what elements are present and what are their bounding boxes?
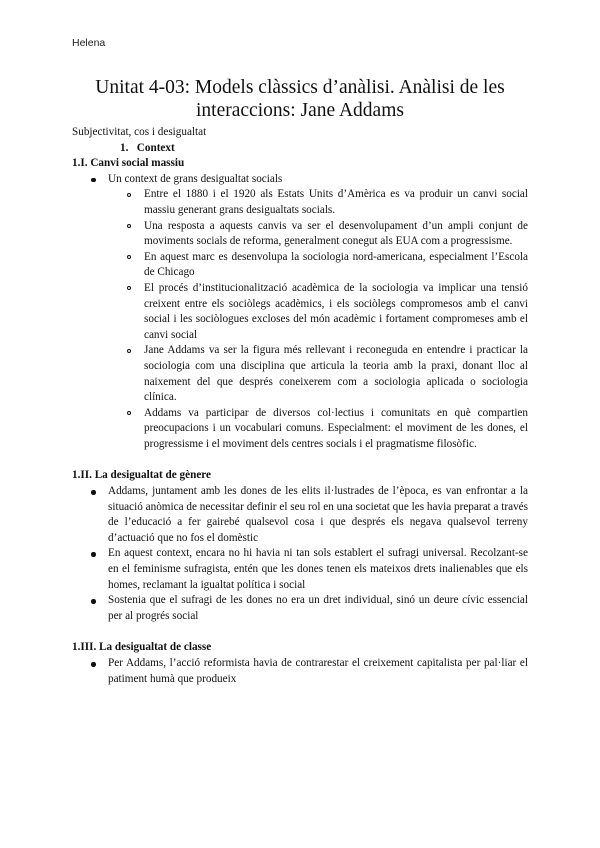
sublist-canvi-social — [72, 187, 528, 452]
section-heading-desigualtat-genere: 1.II. La desigualtat de gènere — [72, 469, 212, 482]
sublist-item: En aquest marc es desenvolupa la sociologia nord-americana, especialment l’Escola de Chicago — [72, 250, 528, 281]
section-list-canvi-social — [72, 172, 528, 188]
section-list-desigualtat-classe — [72, 656, 528, 687]
sublist-item: Addams va participar de diversos col·lectius i comunitats en què compartien preocupacions i un vocabulari comuns. Especialment: el moviment de les dones, el progressisme i el moviment dels centres socials i el pragmatisme filosòfic. — [72, 406, 528, 453]
context-heading-label: Context — [136, 141, 175, 154]
list-item: Addams, juntament amb les dones de les elits il·lustrades de l’època, es van enfrontar a la situació anòmica de necessitar definir el seu rol en una societat que les havia preparat a través de l’educació a fer gairebé qualsevol cosa i que després els negava qualsevol terreny d’actuació que no fos el domèstic — [72, 484, 528, 546]
list-item: En aquest context, encara no hi havia ni tan sols establert el sufragi universal. Recolzant-se en el feminisme sufragista, entén que les dones tenen els mateixos drets inalienables que els homes, reclamant la igualtat política i social — [72, 546, 528, 593]
list-item — [72, 172, 528, 188]
section-heading-canvi-social: 1.I. Canvi social massiu — [72, 157, 185, 170]
sublist-item: Jane Addams va ser la figura més rellevant i reconeguda en entendre i practicar la sociologia com una disciplina que articula la teoria amb la praxi, donant lloc al naixement del que després coneixerem com a sociologia aplicada o sociologia clínica. — [72, 343, 528, 405]
context-heading — [72, 141, 528, 157]
list-item: Per Addams, l’acció reformista havia de contrarestar el creixement capitalista per pal·liar el patiment humà que produeix — [72, 656, 528, 687]
header-author: Helena — [72, 37, 106, 49]
subtitle: Subjectivitat, cos i desigualtat — [72, 126, 207, 138]
section-heading-desigualtat-classe: 1.III. La desigualtat de classe — [72, 641, 212, 654]
sublist-item: Entre el 1880 i el 1920 als Estats Units d’Amèrica es va produir un canvi social massiu generant grans desigualtats socials. — [72, 187, 528, 218]
sublist-item: El procés d’institucionalització acadèmica de la sociologia va implicar una tensió creixent entre els sociòlegs acadèmics, i els sociòlegs compromesos amb el canvi social i les sociòlogues excloses del món acadèmic i fortament compromeses amb el canvi social — [72, 281, 528, 343]
context-heading-number: 1. — [120, 141, 129, 154]
section-list-desigualtat-genere — [72, 484, 528, 624]
sublist-item: Una resposta a aquests canvis va ser el desenvolupament d’un ampli conjunt de moviments socials de reforma, generalment conegut als EUA com a progressisme. — [72, 219, 528, 250]
list-item: Sostenia que el sufragi de les dones no era un dret individual, sinó un deure cívic essencial per al progrés social — [72, 593, 528, 624]
document-body — [72, 125, 528, 687]
list-item-text: Un context de grans desigualtat socials — [108, 172, 283, 185]
document-title: Unitat 4-03: Models clàssics d’anàlisi. Anàlisi de les interaccions: Jane Addams — [95, 77, 505, 121]
